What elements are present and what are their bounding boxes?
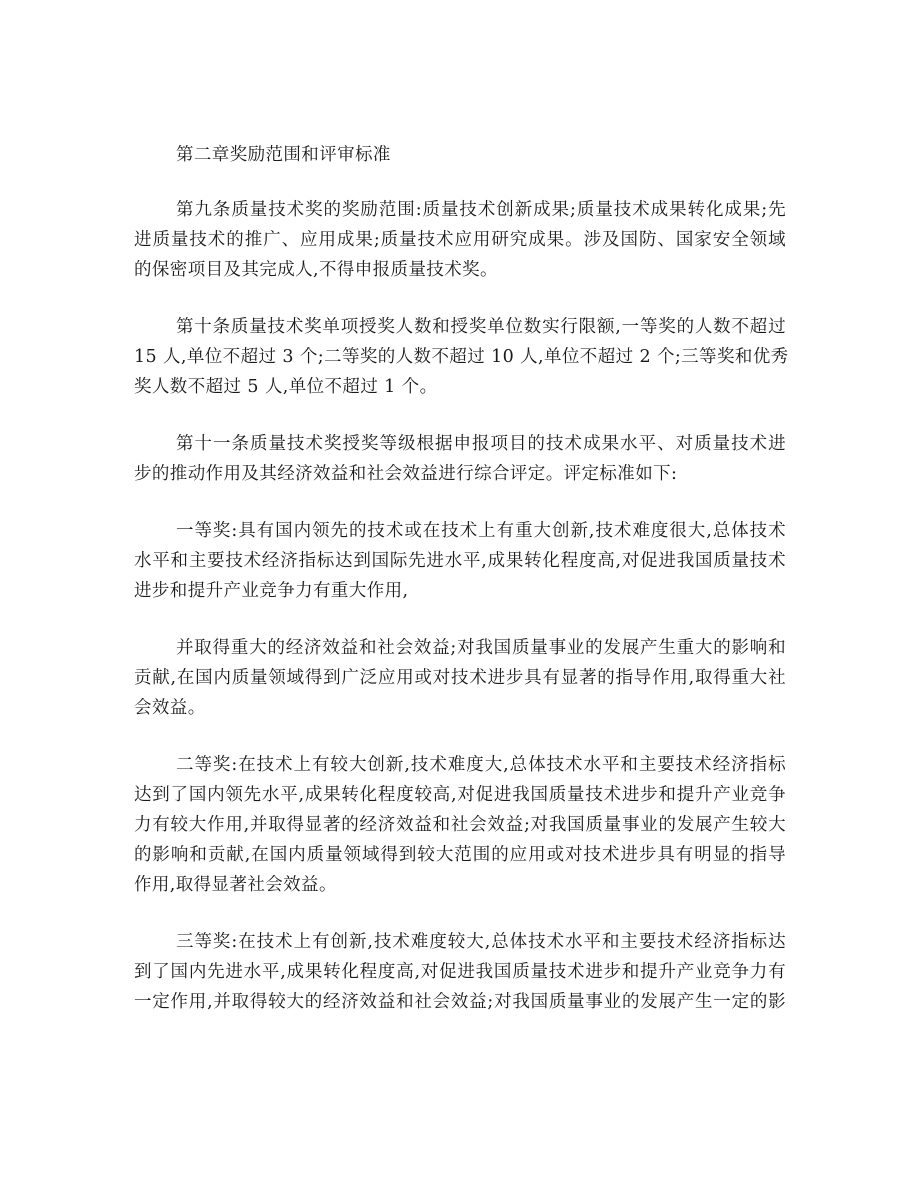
text-line: 到了国内先进水平,成果转化程度高,对促进我国质量技术进步和提升产业竞争力有 (134, 962, 786, 982)
text-line: 二等奖:在技术上有较大创新,技术难度大,总体技术水平和主要技术经济指标 (176, 755, 786, 775)
paragraph-article-10 (134, 312, 789, 402)
text-line: 会效益。 (134, 698, 206, 718)
text-line: 15 人,单位不超过 3 个;二等奖的人数不超过 10 人,单位不超过 2 个;三等奖和优秀 (134, 347, 789, 367)
paragraph-article-9 (134, 195, 786, 285)
text-line: 步的推动作用及其经济效益和社会效益进行综合评定。评定标准如下: (134, 464, 678, 484)
text-line: 第九条质量技术奖的奖励范围:质量技术创新成果;质量技术成果转化成果;先 (176, 200, 786, 220)
paragraph-list (134, 195, 789, 1017)
paragraph-first-prize-cont (134, 633, 786, 723)
paragraph-article-11 (134, 429, 786, 489)
text-line: 的保密项目及其完成人,不得申报质量技术奖。 (134, 260, 498, 280)
text-line: 并取得重大的经济效益和社会效益;对我国质量事业的发展产生重大的影响和 (176, 638, 786, 658)
text-line: 进步和提升产业竞争力有重大作用, (134, 581, 409, 601)
chapter-heading: 第二章奖励范围和评审标准 (176, 145, 391, 165)
text-line: 一等奖:具有国内领先的技术或在技术上有重大创新,技术难度很大,总体技术 (176, 521, 786, 541)
text-line: 力有较大作用,并取得显著的经济效益和社会效益;对我国质量事业的发展产生较大 (134, 815, 786, 835)
text-line: 奖人数不超过 5 人,单位不超过 1 个。 (134, 377, 438, 397)
paragraph-second-prize (134, 750, 786, 900)
text-line: 的影响和贡献,在国内质量领域得到较大范围的应用或对技术进步具有明显的指导 (134, 845, 786, 865)
document-body (134, 140, 789, 1044)
text-line: 水平和主要技术经济指标达到国际先进水平,成果转化程度高,对促进我国质量技术 (134, 551, 786, 571)
text-line: 三等奖:在技术上有创新,技术难度较大,总体技术水平和主要技术经济指标达 (176, 932, 786, 952)
text-line: 进质量技术的推广、应用成果;质量技术应用研究成果。涉及国防、国家安全领域 (134, 230, 786, 250)
text-line: 贡献,在国内质量领域得到广泛应用或对技术进步具有显著的指导作用,取得重大社 (134, 668, 786, 688)
text-line: 一定作用,并取得较大的经济效益和社会效益;对我国质量事业的发展产生一定的影 (134, 992, 786, 1012)
text-line: 第十一条质量技术奖授奖等级根据申报项目的技术成果水平、对质量技术进 (176, 434, 786, 454)
text-line: 达到了国内领先水平,成果转化程度较高,对促进我国质量技术进步和提升产业竞争 (134, 785, 786, 805)
paragraph-third-prize (134, 927, 786, 1017)
text-line: 作用,取得显著社会效益。 (134, 875, 337, 895)
text-line: 第十条质量技术奖单项授奖人数和授奖单位数实行限额,一等奖的人数不超过 (176, 317, 786, 337)
paragraph-first-prize (134, 516, 786, 606)
